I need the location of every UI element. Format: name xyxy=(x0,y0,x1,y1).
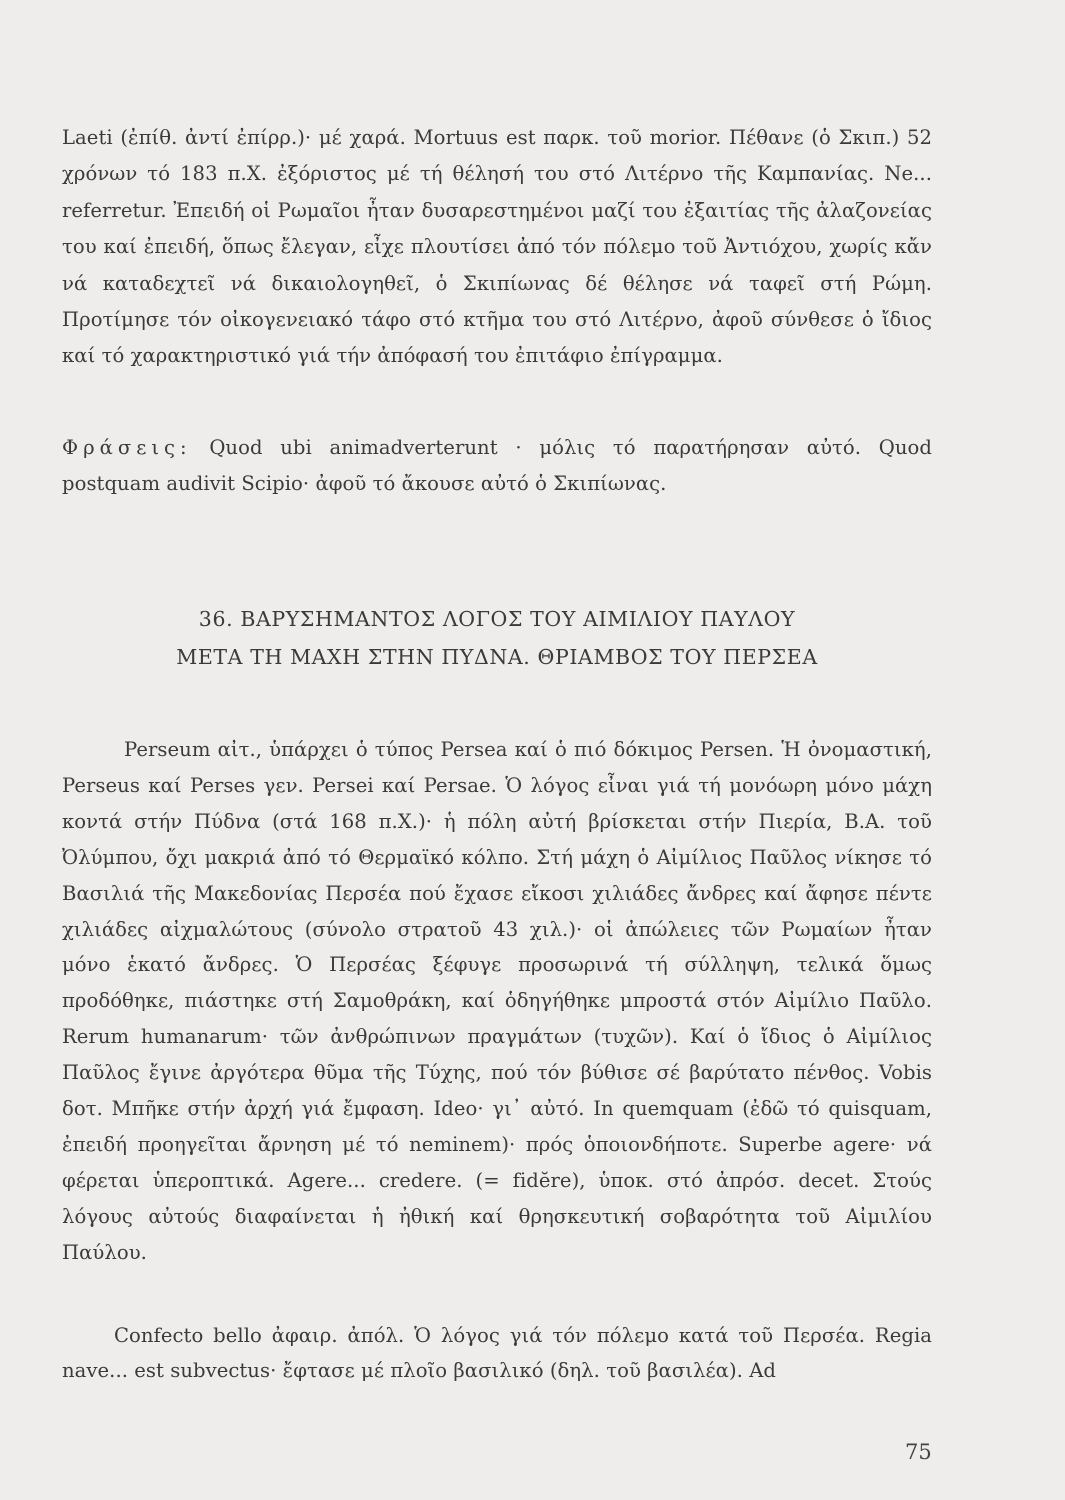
page-number: 75 xyxy=(905,1440,932,1464)
paragraph-perseum: Perseum αἰτ., ὑπάρχει ὁ τύπος Persea καί ὁ πιό δόκιμος Persen. Ἡ ὀνομαστική, Perseus καί Perses γεν. Persei καί Persae. Ὁ λόγος εἶναι γιά τή μονόωρη μόνο μάχη κοντά στήν Πύδνα (στά 168 π.Χ.)· ἡ πόλη αὐτή βρίσκεται στήν Πιερία, Β.Α. τοῦ Ὀλύμπου, ὄχι μακριά ἀπό τό Θερμαϊκό κόλπο. Στή μάχη ὁ Αἰμίλιος Παῦλος νίκησε τό Βασιλιά τῆς Μακεδονίας Περσέα πού ἔχασε εἴκοσι χιλιάδες ἄνδρες καί ἄφησε πέντε χιλιάδες αἰχμαλώτους (σύνολο στρατοῦ 43 χιλ.)· οἱ ἀπώλειες τῶν Ρωμαίων ἦταν μόνο ἑκατό ἄνδρες. Ὁ Περσέας ξέφυγε προσωρινά τή σύλληψη, τελικά ὅμως προδόθηκε, πιάστηκε στή Σαμοθράκη, καί ὁδηγήθηκε μπροστά στόν Αἰμίλιο Παῦλο. Rerum humanarum· τῶν ἀνθρώπινων πραγμάτων (τυχῶν). Καί ὁ ἴδιος ὁ Αἰμίλιος Παῦλος ἔγινε ἀργότερα θῦμα τῆς Τύχης, πού τόν βύθισε σέ βαρύτατο πένθος. Vobis δοτ. Μπῆκε στήν ἀρχή γιά ἔμφαση. Ideo· γι᾿ αὐτό. In quemquam (ἐδῶ τό quisquam, ἐπειδή προηγεῖται ἄρνηση μέ τό neminem)· πρός ὁποιονδήποτε. Superbe agere· νά φέρεται ὑπεροπτικά. Agere... credere. (= fidĕre), ὑποκ. στό ἀπρόσ. decet. Στούς λόγους αὐτούς διαφαίνεται ἡ ἠθική καί θρησκευτική σοβαρότητα τοῦ Αἰμιλίου Παύλου. xyxy=(62,738,932,1264)
paragraph-confecto-bello: Confecto bello ἀφαιρ. ἀπόλ. Ὁ λόγος γιά τόν πόλεμο κατά τοῦ Περσέα. Regia nave... est subvectus· ἔφτασε μέ πλοῖο βασιλικό (δηλ. τοῦ βασιλέα). Ad xyxy=(62,1324,932,1382)
paragraph-phrases xyxy=(62,430,932,503)
paragraph-commentary-laeti: Laeti (ἐπίθ. ἀντί ἐπίρρ.)· μέ χαρά. Mortuus est παρκ. τοῦ morior. Πέθανε (ὁ Σκιπ.) 52 χρόνων τό 183 π.Χ. ἐξόριστος μέ τή θέλησή του στό Λιτέρνο τῆς Καμπανίας. Ne... referretur. Ἐπειδή οἱ Ρωμαῖοι ἦταν δυσαρεστημένοι μαζί του ἐξαιτίας τῆς ἀλαζονείας του καί ἐπειδή, ὅπως ἔλεγαν, εἶχε πλουτίσει ἀπό τόν πόλεμο τοῦ Ἀντιόχου, χωρίς κἄν νά καταδεχτεῖ νά δικαιολογηθεῖ, ὁ Σκιπίωνας δέ θέλησε νά ταφεῖ στή Ρώμη. Προτίμησε τόν οἰκογενειακό τάφο στό κτῆμα του στό Λιτέρνο, ἀφοῦ σύνθεσε ὁ ἴδιος καί τό χαρακτηριστικό γιά τήν ἀπόφασή του ἐπιτάφιο ἐπίγραμμα. xyxy=(62,126,932,368)
section-heading xyxy=(62,600,932,676)
phrases-text: Quod ubi animadverterunt · μόλις τό παρατήρησαν αὐτό. Quod postquam audivit Scipio· ἀφοῦ τό ἄκουσε αὐτό ὁ Σκιπίωνας. xyxy=(62,436,932,496)
phrases-label: Φράσεις: xyxy=(62,436,192,459)
heading-line-1: 36. ΒΑΡΥΣΗΜΑΝΤΟΣ ΛΟΓΟΣ ΤΟΥ ΑΙΜΙΛΙΟΥ ΠΑΥΛΟΥ xyxy=(198,607,796,631)
heading-line-2: ΜΕΤΑ ΤΗ ΜΑΧΗ ΣΤΗΝ ΠΥΔΝΑ. ΘΡΙΑΜΒΟΣ ΤΟΥ ΠΕΡΣΕΑ xyxy=(176,645,818,669)
